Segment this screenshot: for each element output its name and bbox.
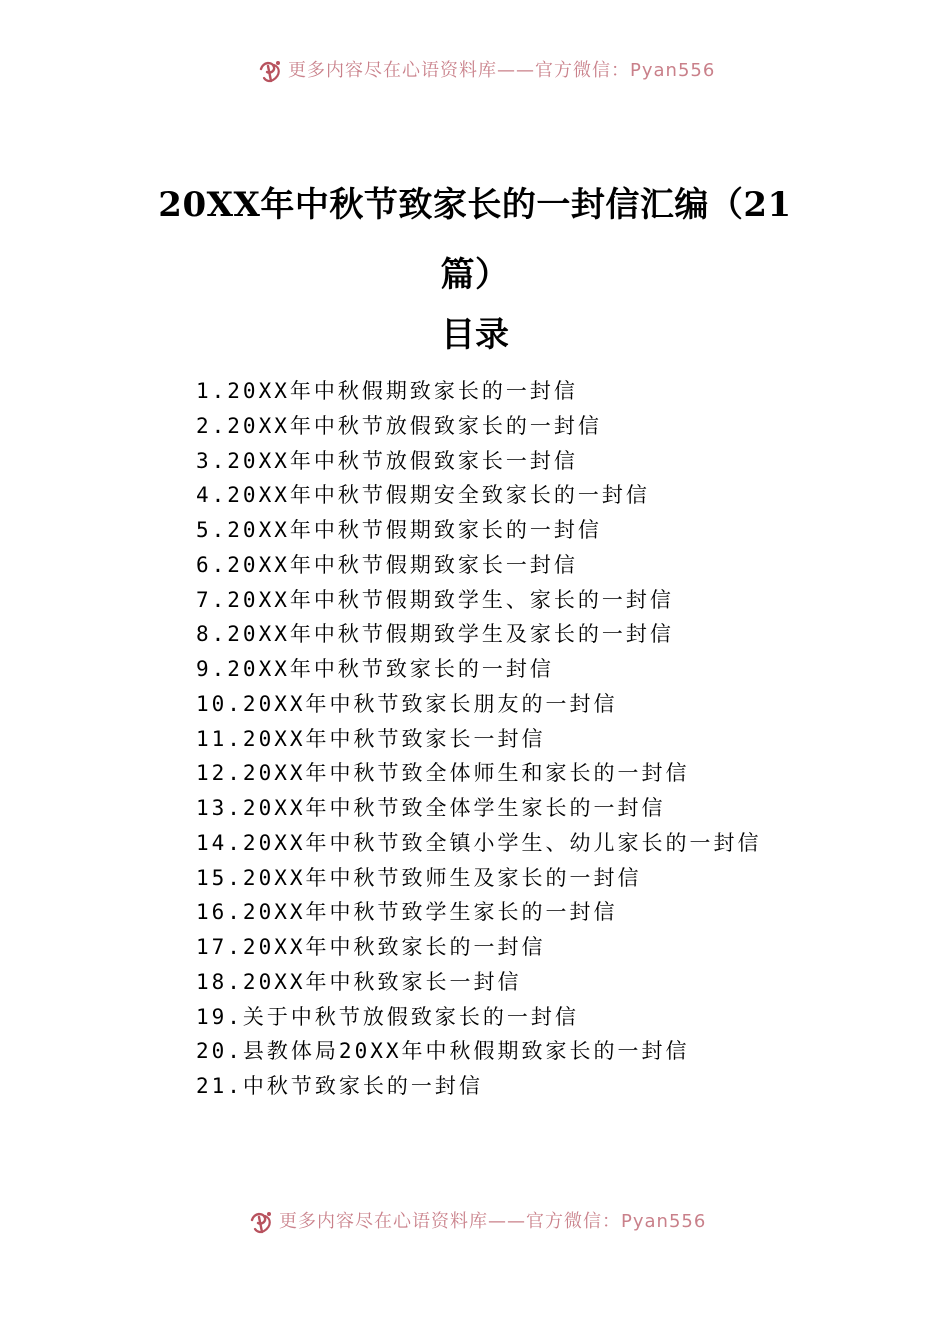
toc-item: 16.20XX年中秋节致学生家长的一封信 — [196, 900, 618, 925]
logo-icon — [258, 59, 284, 85]
toc-item: 18.20XX年中秋致家长一封信 — [196, 969, 522, 994]
toc-item: 6.20XX年中秋节假期致家长一封信 — [196, 552, 578, 577]
toc-item: 17.20XX年中秋致家长的一封信 — [196, 935, 546, 959]
toc-heading: 目录 — [441, 315, 509, 355]
toc-item: 21.中秋节致家长的一封信 — [196, 1074, 483, 1098]
toc-item: 14.20XX年中秋节致全镇小学生、幼儿家长的一封信 — [196, 830, 762, 855]
header-watermark-banner — [0, 55, 950, 89]
logo-icon — [249, 1210, 275, 1236]
toc-item: 3.20XX年中秋节放假致家长一封信 — [196, 448, 578, 473]
toc-item: 10.20XX年中秋节致家长朋友的一封信 — [196, 691, 618, 716]
toc-item: 8.20XX年中秋节假期致学生及家长的一封信 — [196, 622, 674, 647]
toc-item: 12.20XX年中秋节致全体师生和家长的一封信 — [196, 761, 690, 786]
toc-item: 20.县教体局20XX年中秋假期致家长的一封信 — [196, 1039, 690, 1064]
toc-item: 15.20XX年中秋节致师生及家长的一封信 — [196, 865, 642, 890]
footer-banner-text: 更多内容尽在心语资料库——官方微信：Pyan556 — [279, 1211, 707, 1232]
toc-item: 4.20XX年中秋节假期安全致家长的一封信 — [196, 483, 650, 508]
table-of-contents — [196, 374, 762, 1104]
footer-watermark-banner — [0, 1206, 950, 1240]
toc-item: 19.关于中秋节放假致家长的一封信 — [196, 1004, 579, 1029]
toc-item: 11.20XX年中秋节致家长一封信 — [196, 726, 546, 751]
header-banner-text: 更多内容尽在心语资料库——官方微信：Pyan556 — [288, 60, 716, 81]
toc-item: 9.20XX年中秋节致家长的一封信 — [196, 657, 554, 681]
toc-item: 13.20XX年中秋节致全体学生家长的一封信 — [196, 796, 666, 820]
toc-item: 5.20XX年中秋节假期致家长的一封信 — [196, 518, 602, 542]
toc-item: 2.20XX年中秋节放假致家长的一封信 — [196, 413, 602, 438]
toc-item: 1.20XX年中秋假期致家长的一封信 — [196, 379, 578, 403]
document-title: 20XX年中秋节致家长的一封信汇编（21篇） — [158, 185, 792, 295]
toc-item: 7.20XX年中秋节假期致学生、家长的一封信 — [196, 587, 674, 612]
